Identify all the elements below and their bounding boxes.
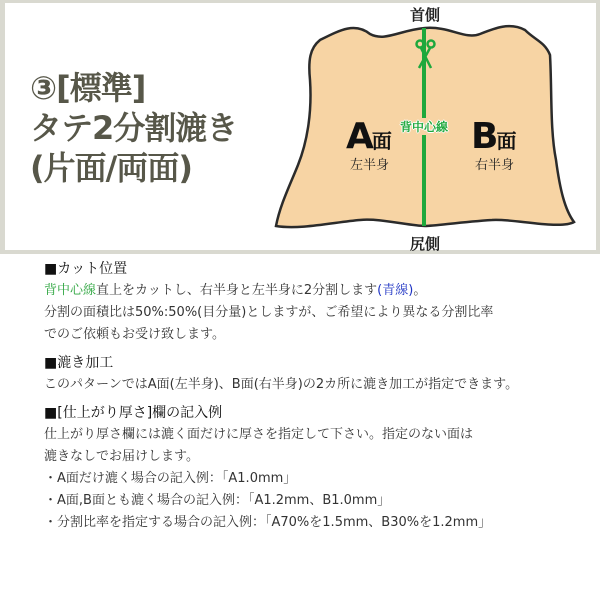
- example-item: ・A面,B面とも漉く場合の記入例：「A1.2mm、B1.0mm」: [44, 493, 391, 508]
- center-line-label: 背中心線: [400, 120, 449, 134]
- cut-center-line-text: 背中心線: [44, 283, 97, 298]
- cut-line-1-end: 。: [413, 283, 427, 298]
- face-b-letter: B: [471, 116, 497, 157]
- title-line-3: (片面/両面): [30, 149, 192, 187]
- section-title-cut: ■カット位置: [44, 261, 128, 277]
- header-panel: [0, 0, 600, 254]
- section-title-skiving: ■漉き加工: [44, 355, 114, 371]
- thickness-line-2: 漉きなしでお届けします。: [44, 449, 199, 464]
- face-a-label: [346, 116, 392, 157]
- section-title-thickness: ■[仕上がり厚さ]欄の記入例: [44, 405, 223, 421]
- face-b-suffix: 面: [496, 129, 517, 153]
- leather-diagram: [260, 0, 600, 260]
- face-a-letter: A: [346, 116, 372, 157]
- face-b-label: [471, 116, 516, 157]
- title-line-1: ③[標準]: [30, 69, 146, 107]
- cut-line-2: 分割の面積比は50%:50%(目分量)としますが、ご希望により異なる分割比率: [44, 305, 494, 320]
- face-a-suffix: 面: [371, 129, 392, 153]
- top-label-neck-side: 首側: [410, 6, 441, 24]
- face-b-sub: 右半身: [475, 158, 515, 173]
- face-a-sub: 左半身: [350, 158, 390, 173]
- cut-line-3: でのご依頼もお受け致します。: [44, 327, 225, 342]
- example-item: ・分割比率を指定する場合の記入例：「A70%を1.5mm、B30%を1.2mm」: [44, 515, 492, 530]
- skiving-line-1: このパターンではA面(左半身)、B面(右半身)の2カ所に漉き加工が指定できます。: [44, 377, 519, 392]
- thickness-line-1: 仕上がり厚さ欄には漉く面だけに厚さを指定して下さい。指定のない面は: [44, 427, 474, 442]
- cut-line-1-text: 直上をカットし、右半身と左半身に2分割します: [96, 283, 378, 298]
- cut-line-1: [44, 280, 584, 302]
- cut-blue-line-text: (青線): [377, 283, 414, 298]
- bottom-label-tail-side: 尻側: [410, 235, 441, 253]
- description-content: [44, 258, 584, 534]
- example-item: ・A面だけ漉く場合の記入例：「A1.0mm」: [44, 471, 297, 486]
- page-title: [30, 68, 237, 188]
- title-line-2: タテ2分割漉き: [30, 109, 238, 147]
